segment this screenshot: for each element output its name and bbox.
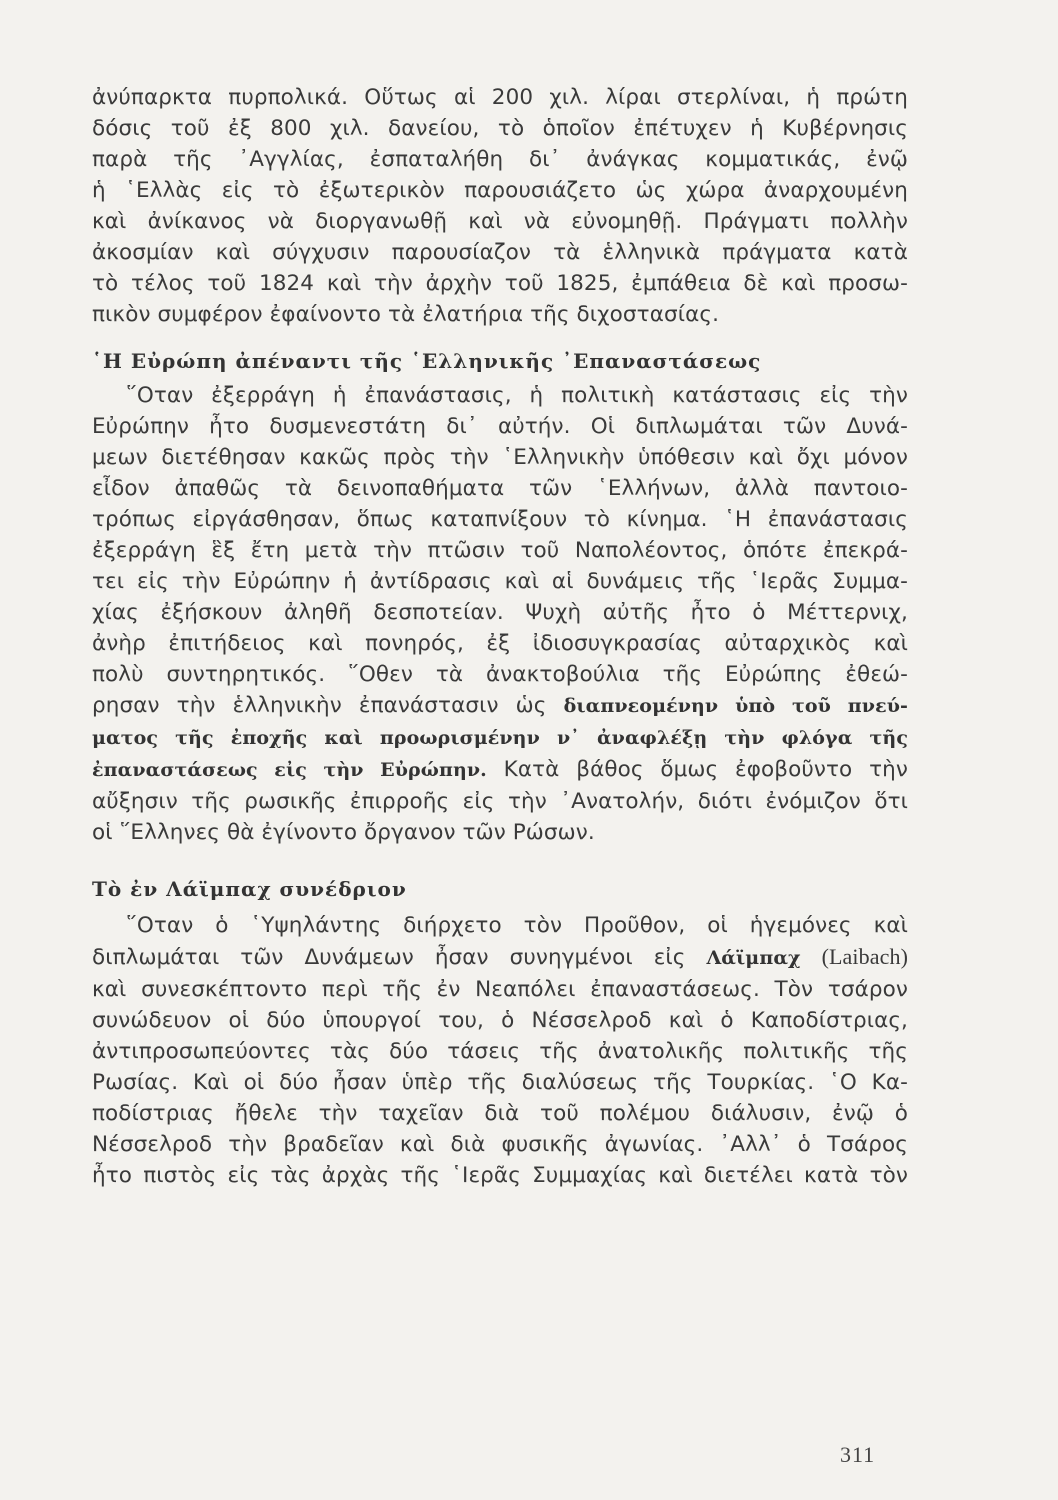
text-run: διπλωμάται τῶν Δυνάμεων ἦσαν συνηγμένοι εἰς [92, 945, 686, 970]
text-line: τὸ τέλος τοῦ 1824 καὶ τὴν ἀρχὴν τοῦ 1825, ἐμπάθεια δὲ καὶ προσω- [92, 271, 908, 296]
section-heading-europe: ῾Η Εὐρώπη ἀπέναντι τῆς ῾Ελληνικῆς ᾿Επαναστάσεως [92, 349, 762, 373]
paragraph-laibach [92, 910, 908, 1191]
page-number: 311 [840, 1442, 876, 1467]
text-line: συνώδευον οἱ δύο ὑπουργοί του, ὁ Νέσσελροδ καὶ ὁ Καποδίστριας, [92, 1008, 908, 1033]
text-line: καὶ συνεσκέπτοντο περὶ τῆς ἐν Νεαπόλει ἐπαναστάσεως. Τὸν τσάρον [92, 977, 908, 1002]
text-line: ἦτο πιστὸς εἰς τὰς ἀρχὰς τῆς ῾Ιερᾶς Συμμαχίας καὶ διετέλει κατὰ τὸν [92, 1163, 908, 1188]
text-line: μεων διετέθησαν κακῶς πρὸς τὴν ῾Ελληνικὴν ὑπόθεσιν καὶ ὄχι μόνον [92, 445, 908, 470]
text-line: παρὰ τῆς ᾿Αγγλίας, ἐσπαταλήθη δι᾿ ἀνάγκας κομματικάς, ἐνῷ [92, 147, 908, 172]
text-line: τει εἰς τὴν Εὐρώπην ἡ ἀντίδρασις καὶ αἱ δυνάμεις τῆς ῾Ιερᾶς Συμμα- [92, 569, 908, 594]
bold-text: Λάϊμπαχ [706, 947, 801, 969]
text-line: ποδίστριας ἤθελε τὴν ταχεῖαν διὰ τοῦ πολέμου διάλυσιν, ἐνῷ ὁ [92, 1101, 908, 1126]
text-line: Ρωσίας. Καὶ οἱ δύο ἦσαν ὑπὲρ τῆς διαλύσεως τῆς Τουρκίας. ῾Ο Κα- [92, 1070, 908, 1095]
text-line: πολὺ συντηρητικός. ῞Οθεν τὰ ἀνακτοβούλια τῆς Εὐρώπης ἐθεώ- [92, 662, 908, 687]
text-run: ρησαν τὴν ἑλληνικὴν ἐπανάστασιν ὡς [92, 693, 547, 718]
text-line: ἐξερράγη ἓξ ἔτη μετὰ τὴν πτῶσιν τοῦ Ναπολέοντος, ὁπότε ἐπεκρά- [92, 538, 908, 563]
bold-text: ἐπαναστάσεως εἰς τὴν Εὐρώπην. [92, 759, 487, 781]
text-line: εἶδον ἀπαθῶς τὰ δεινοπαθήματα τῶν ῾Ελλήνων, ἀλλὰ παντοιο- [92, 476, 908, 501]
text-line [92, 690, 908, 722]
text-line: ἀντιπροσωπεύοντες τὰς δύο τάσεις τῆς ἀνατολικῆς πολιτικῆς τῆς [92, 1039, 908, 1064]
text-line [92, 754, 908, 786]
text-line: ῞Οταν ὁ ῾Υψηλάντης διήρχετο τὸν Προῦθον, οἱ ἡγεμόνες καὶ [126, 913, 908, 938]
text-line [92, 722, 908, 754]
text-line: ἡ ῾Ελλὰς εἰς τὸ ἐξωτερικὸν παρουσιάζετο ὡς χώρα ἀναρχουμένη [92, 178, 908, 203]
text-line: Εὐρώπην ἦτο δυσμενεστάτη δι᾿ αὐτήν. Οἱ διπλωμάται τῶν Δυνά- [92, 414, 908, 439]
text-line: ἀνὴρ ἐπιτήδειος καὶ πονηρός, ἐξ ἰδιοσυγκρασίας αὐταρχικὸς καὶ [92, 631, 908, 656]
text-line: ῞Οταν ἐξερράγη ἡ ἐπανάστασις, ἡ πολιτικὴ κατάστασις εἰς τὴν [126, 383, 908, 408]
section-heading-laibach: Τὸ ἐν Λάϊμπαχ συνέδριον [92, 877, 407, 901]
text-line: χίας ἐξήσκουν ἀληθῆ δεσποτείαν. Ψυχὴ αὐτῆς ἦτο ὁ Μέττερνιχ, [92, 600, 908, 625]
text-line [92, 941, 908, 974]
bold-text: ματος τῆς ἐποχῆς καὶ προωρισμένην ν᾿ ἀναφλέξῃ τὴν φλόγα τῆς [92, 727, 908, 749]
text-line: πικὸν συμφέρον ἐφαίνοντο τὰ ἐλατήρια τῆς διχοστασίας. [92, 302, 720, 327]
text-line: τρόπως εἰργάσθησαν, ὅπως καταπνίξουν τὸ κίνημα. ῾Η ἐπανάστασις [92, 507, 908, 532]
text-run: Κατὰ βάθος ὅμως ἐφοβοῦντο τὴν [503, 757, 908, 782]
text-line: ἀκοσμίαν καὶ σύγχυσιν παρουσίαζον τὰ ἑλληνικὰ πράγματα κατὰ [92, 240, 908, 265]
bold-text: διαπνεομένην ὑπὸ τοῦ πνεύ- [563, 695, 909, 717]
latin-text: (Laibach) [821, 944, 908, 969]
text-line: οἱ ῞Ελληνες θὰ ἐγίνοντο ὄργανον τῶν Ρώσων. [92, 820, 595, 845]
text-line: καὶ ἀνίκανος νὰ διοργανωθῇ καὶ νὰ εὐνομηθῇ. Πράγματι πολλὴν [92, 209, 908, 234]
text-line: αὔξησιν τῆς ρωσικῆς ἐπιρροῆς εἰς τὴν ᾿Ανατολήν, διότι ἐνόμιζον ὅτι [92, 789, 908, 814]
text-line: δόσις τοῦ ἐξ 800 χιλ. δανείου, τὸ ὁποῖον ἐπέτυχεν ἡ Κυβέρνησις [92, 116, 908, 141]
text-line: Νέσσελροδ τὴν βραδεῖαν καὶ διὰ φυσικῆς ἀγωνίας. ᾿Αλλ᾿ ὁ Τσάρος [92, 1132, 908, 1157]
paragraph-fiscal-chaos [92, 82, 908, 330]
text-line: ἀνύπαρκτα πυρπολικά. Οὕτως αἱ 200 χιλ. λίραι στερλίναι, ἡ πρώτη [92, 85, 908, 110]
paragraph-europe [92, 380, 908, 848]
